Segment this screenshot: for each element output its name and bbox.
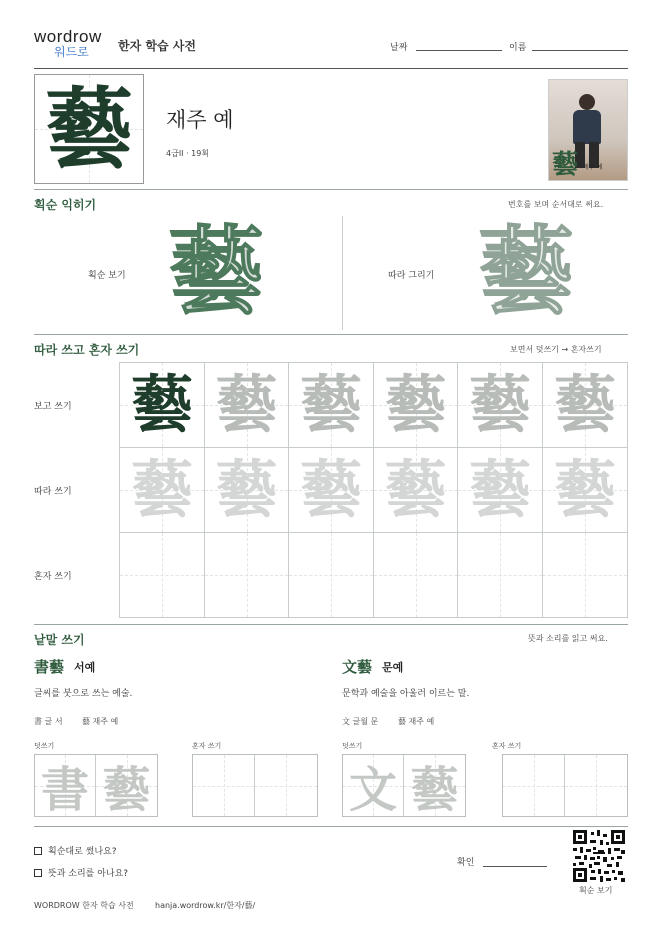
char-gloss-2: 藝 재주 예 [398, 717, 435, 726]
word-hanja: 書藝 [34, 658, 65, 676]
grid-cell[interactable]: 藝 [289, 363, 374, 448]
grid-cell[interactable]: 藝 [543, 448, 628, 533]
char-gloss-2: 藝 재주 예 [82, 717, 119, 726]
word-reading: 문예 [382, 661, 404, 674]
thumbnail-image [548, 79, 628, 181]
word-trace-box[interactable]: 文 藝 [342, 754, 466, 817]
stroke-trace-char[interactable]: 藝 [478, 215, 574, 328]
qr-code[interactable] [573, 830, 625, 882]
checkbox[interactable] [34, 847, 42, 855]
person-figure [579, 94, 595, 110]
word-meaning: 글씨를 붓으로 쓰는 예술. [34, 689, 133, 699]
practice-section-instruction: 보면서 덧쓰기 → 혼자쓰기 [510, 345, 602, 354]
divider [34, 334, 628, 335]
grid-cell[interactable]: 藝 [374, 363, 458, 448]
grid-cell[interactable] [289, 533, 374, 618]
grid-cell[interactable]: 藝 [374, 448, 458, 533]
row-label-view: 보고 쓰기 [34, 402, 72, 412]
checklist-item-2[interactable]: 뜻과 소리를 아나요? [34, 866, 128, 879]
logo [34, 28, 114, 59]
grid-cell[interactable]: 藝 [205, 363, 289, 448]
grid-cell[interactable]: 藝 [458, 363, 543, 448]
row-label-trace: 따라 쓰기 [34, 487, 72, 497]
word-solo-box[interactable] [192, 754, 318, 817]
grid-cell[interactable] [120, 533, 205, 618]
confirm-label: 확인 [457, 858, 475, 868]
divider [34, 624, 628, 625]
divider [34, 189, 628, 190]
grid-cell[interactable]: 藝 [289, 448, 374, 533]
qr-caption: 획순 보기 [579, 886, 613, 895]
solo-label: 혼자 쓰기 [192, 742, 222, 750]
hanja-info: 4급II · 19획 [166, 149, 210, 158]
checkbox[interactable] [34, 869, 42, 877]
grid-cell[interactable]: 藝 [458, 448, 543, 533]
checklist-item-1[interactable]: 획순대로 썼나요? [34, 844, 117, 857]
grid-cell[interactable] [543, 533, 628, 618]
header-title: 한자 학습 사전 [118, 39, 196, 53]
word-trace-box[interactable]: 書 藝 [34, 754, 158, 817]
thumbnail-caption: 재주 예 [583, 164, 603, 171]
stroke-section-title: 획순 익히기 [34, 198, 97, 212]
grid-cell[interactable]: 藝 [120, 448, 205, 533]
stroke-trace-label: 따라 그리기 [388, 271, 435, 281]
word-card-1 [34, 656, 324, 822]
thumbnail-char: 藝 [552, 150, 579, 180]
logo-bottom: 워드로 [54, 45, 89, 59]
meaning-sound: 재주 예 [166, 108, 234, 132]
grid-cell[interactable] [205, 533, 289, 618]
words-section-instruction: 뜻과 소리를 읽고 써요. [528, 634, 608, 643]
main-char-box [34, 74, 144, 184]
header-divider [34, 68, 628, 69]
grid-cell[interactable]: 藝 [205, 448, 289, 533]
grid-cell[interactable] [458, 533, 543, 618]
trace-label: 덧쓰기 [34, 742, 55, 750]
row-label-solo: 혼자 쓰기 [34, 572, 72, 582]
stroke-view-label: 획순 보기 [88, 271, 126, 281]
date-label: 날짜 [390, 43, 408, 53]
word-reading: 서예 [74, 661, 96, 674]
stroke-divider [342, 216, 343, 330]
words-section-title: 낱말 쓰기 [34, 633, 85, 647]
practice-grid [119, 362, 628, 618]
divider [34, 826, 628, 827]
word-solo-box[interactable] [502, 754, 628, 817]
practice-section-title: 따라 쓰고 혼자 쓰기 [34, 343, 140, 357]
stroke-section-instruction: 번호를 보며 순서대로 써요. [508, 200, 604, 209]
word-meaning: 문학과 예술을 아울러 이르는 말. [342, 689, 470, 699]
footer-brand: WORDROW 한자 학습 사전 [34, 901, 134, 910]
char-gloss-1: 書 글 서 [34, 717, 63, 726]
grid-cell[interactable] [374, 533, 458, 618]
grid-cell[interactable]: 藝 [543, 363, 628, 448]
word-card-2 [342, 656, 632, 822]
main-char: 藝 [44, 77, 133, 181]
char-gloss-1: 文 글월 문 [342, 717, 379, 726]
logo-top: wordrow [34, 27, 102, 46]
stroke-view-char: 藝 [168, 215, 264, 328]
name-label: 이름 [509, 43, 527, 53]
trace-label: 덧쓰기 [342, 742, 363, 750]
name-field[interactable] [532, 50, 628, 51]
word-hanja: 文藝 [342, 658, 373, 676]
solo-label: 혼자 쓰기 [492, 742, 522, 750]
grid-cell: 藝 [120, 363, 205, 448]
confirm-field[interactable] [483, 866, 547, 867]
date-field[interactable] [416, 50, 502, 51]
footer-url[interactable]: hanja.wordrow.kr/한자/藝/ [155, 901, 256, 910]
